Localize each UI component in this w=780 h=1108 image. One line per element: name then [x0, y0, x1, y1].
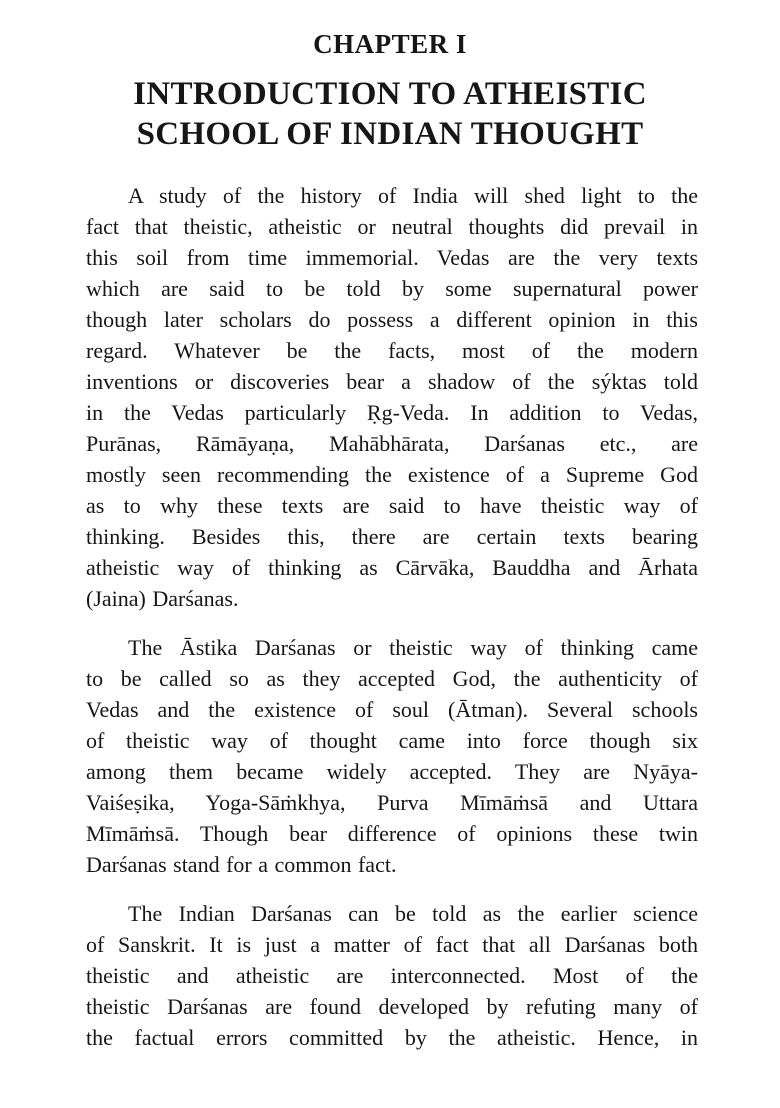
text-line: the factual errors committed by the atheistic. Hence, in	[86, 1025, 698, 1050]
body-text	[86, 180, 698, 1053]
text-line: of Sanskrit. It is just a matter of fact that all Darśanas both	[86, 932, 698, 957]
text-line: Vaiśeṣika, Yoga-Sāṁkhya, Purva Mīmāṁsā and Uttara	[86, 790, 698, 815]
text-line: The Āstika Darśanas or theistic way of thinking came	[128, 635, 698, 660]
text-line: theistic and atheistic are interconnected. Most of the	[86, 963, 698, 988]
paragraph-2	[86, 632, 698, 880]
text-line: The Indian Darśanas can be told as the earlier science	[128, 901, 698, 926]
page-title-line-1: INTRODUCTION TO ATHEISTIC	[133, 76, 647, 112]
text-line: atheistic way of thinking as Cārvāka, Bauddha and Ārhata	[86, 555, 698, 580]
chapter-heading: CHAPTER I	[313, 29, 467, 59]
text-line: (Jaina) Darśanas.	[86, 586, 239, 611]
paragraph-3	[86, 898, 698, 1053]
text-line: as to why these texts are said to have theistic way of	[86, 493, 698, 518]
text-line: of theistic way of thought came into force though six	[86, 728, 698, 753]
text-line: which are said to be told by some supernatural power	[86, 276, 698, 301]
text-line: this soil from time immemorial. Vedas are the very texts	[86, 245, 698, 270]
text-line: in the Vedas particularly Ṛg-Veda. In addition to Vedas,	[86, 400, 698, 425]
text-line: thinking. Besides this, there are certain texts bearing	[86, 524, 698, 549]
text-line: Purānas, Rāmāyaṇa, Mahābhārata, Darśanas etc., are	[86, 431, 698, 456]
text-line: theistic Darśanas are found developed by refuting many of	[86, 994, 698, 1019]
text-line: regard. Whatever be the facts, most of the modern	[86, 338, 698, 363]
text-line: Darśanas stand for a common fact.	[86, 852, 397, 877]
paragraph-1	[86, 180, 698, 614]
text-line: among them became widely accepted. They are Nyāya-	[86, 759, 698, 784]
text-line: Vedas and the existence of soul (Ātman). Several schools	[86, 697, 698, 722]
text-line: fact that theistic, atheistic or neutral thoughts did prevail in	[86, 214, 698, 239]
text-line: mostly seen recommending the existence of a Supreme God	[86, 462, 698, 487]
page-title	[0, 74, 780, 154]
text-line: A study of the history of India will shed light to the	[128, 183, 698, 208]
text-line: though later scholars do possess a different opinion in this	[86, 307, 698, 332]
page-title-line-2: SCHOOL OF INDIAN THOUGHT	[136, 116, 644, 152]
text-line: Mīmāṁsā. Though bear difference of opinions these twin	[86, 821, 698, 846]
text-line: inventions or discoveries bear a shadow of the sýktas told	[86, 369, 698, 394]
text-line: to be called so as they accepted God, the authenticity of	[86, 666, 698, 691]
